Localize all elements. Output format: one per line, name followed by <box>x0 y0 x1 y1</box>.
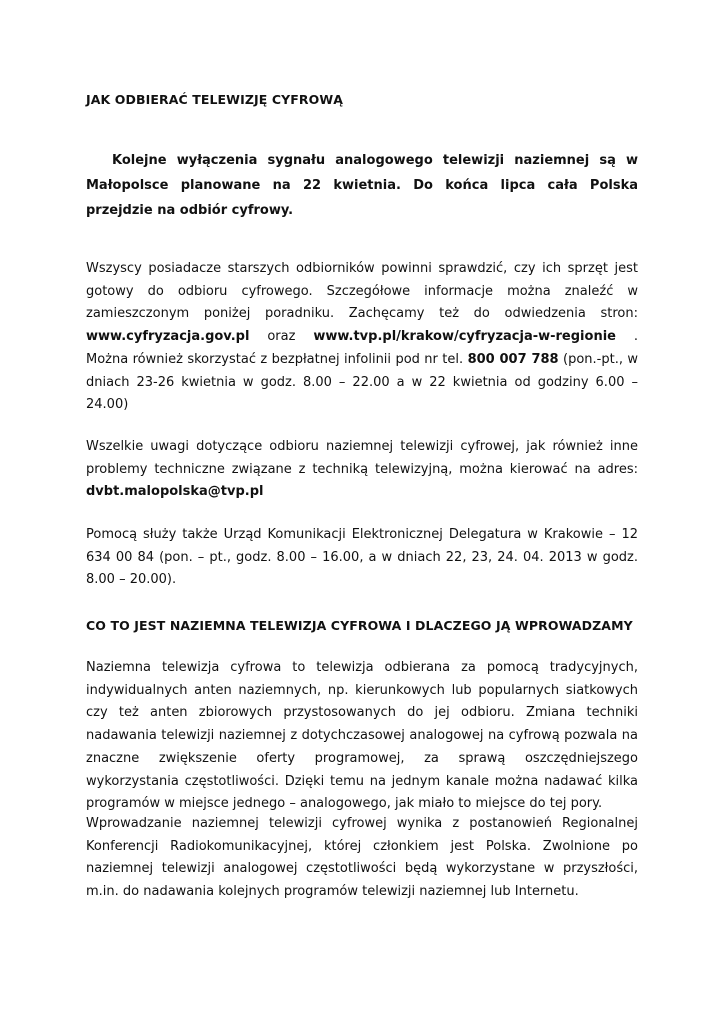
heading-what-is-dtt: CO TO JEST NAZIEMNA TELEWIZJA CYFROWA I DLACZEGO JĄ WPROWADZAMY <box>86 618 633 633</box>
email-link[interactable]: dvbt.malopolska@tvp.pl <box>86 484 264 500</box>
link-tvp-krakow[interactable]: www.tvp.pl/krakow/cyfryzacja-w-regionie <box>313 329 616 345</box>
paragraph-old-receivers <box>86 258 638 417</box>
text: . Można również skorzystać z bezpłatnej infolinii pod nr tel. <box>86 329 639 367</box>
heading-how-to-receive: JAK ODBIERAĆ TELEWIZJĘ CYFROWĄ <box>86 92 343 107</box>
helpline-number: 800 007 788 <box>467 351 559 367</box>
link-cyfryzacja[interactable]: www.cyfryzacja.gov.pl <box>86 329 250 345</box>
lead-paragraph: Kolejne wyłączenia sygnału analogowego telewizji naziemnej są w Małopolsce planowane na 22 kwietnia. Do końca lipca cała Polska przejdzie na odbiór cyfrowy. <box>86 153 638 218</box>
text: oraz <box>249 329 314 345</box>
paragraph-rrc: Wprowadzanie naziemnej telewizji cyfrowej wynika z postanowień Regionalnej Konferencji Radiokomunikacyjnej, której członkiem jest Polska. Zwolnione po naziemnej telewizji analogowej częstotliwości będą wykorzystane w przyszłości, m.in. do nadawania kolejnych programów telewizji naziemnej lub Internetu. <box>86 816 638 900</box>
paragraph-dtt-definition: Naziemna telewizja cyfrowa to telewizja odbierana za pomocą tradycyjnych, indywidualnych anten naziemnych, np. kierunkowych lub popularnych siatkowych czy też anten zbiorowych przystosowanych do jej odbioru. Zmiana techniki nadawania telewizji naziemnej z dotychczasowej analogowej na cyfrową pozwala na znaczne zwiększenie oferty programowej, za sprawą oszczędniejszego wykorzystania częstotliwości. Dzięki temu na jednym kanale można nadawać kilka programów w miejsce jednego – analogowego, jak miało to miejsce do tej pory. <box>86 660 638 812</box>
paragraph-uke: Pomocą służy także Urząd Komunikacji Elektronicznej Delegatura w Krakowie – 12 634 00 84 (pon. – pt., godz. 8.00 – 16.00, a w dniach 22, 23, 24. 04. 2013 w godz. 8.00 – 20.00). <box>86 527 638 588</box>
text: Wszelkie uwagi dotyczące odbioru naziemnej telewizji cyfrowej, jak również inne problemy techniczne związane z techniką telewizyjną, można kierować na adres: <box>86 439 638 477</box>
text: (pon.-pt., w dniach 23-26 kwietnia w godz. 8.00 – 22.00 a w 22 kwietnia od godziny 6.00 – 24.00) <box>86 351 638 413</box>
text: Wszyscy posiadacze starszych odbiorników powinni sprawdzić, czy ich sprzęt jest gotowy do odbioru cyfrowego. Szczegółowe informacje można znaleźć w zamieszczonym poniżej poradniku. Zachęcamy też do odwiedzenia stron: <box>86 261 638 322</box>
paragraph-feedback <box>86 436 638 504</box>
